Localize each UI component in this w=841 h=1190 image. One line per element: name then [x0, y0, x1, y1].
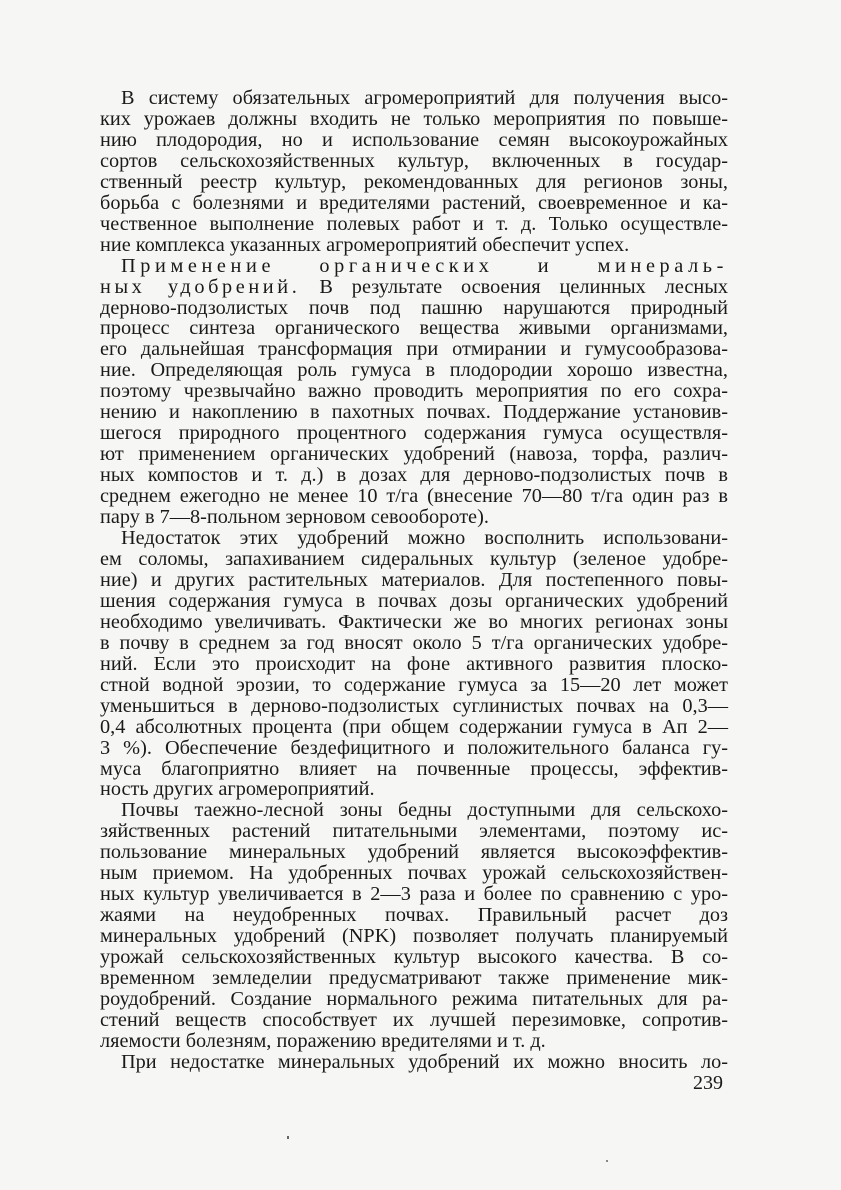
paragraph-4 — [100, 800, 728, 1051]
text-line: нению и накоплению в пахотных почвах. Поддержание установив- — [100, 401, 728, 424]
text-line: сортов сельскохозяйственных культур, включенных в государ- — [100, 149, 728, 172]
scan-speck — [287, 1136, 289, 1139]
text-line: ных культур увеличивается в 2—3 раза и более по сравнению с уро- — [100, 883, 728, 906]
text-line: минеральных удобрений (NPK) позволяет получать планируемый — [100, 925, 728, 948]
text-line: временном земледелии предусматривают также применение мик- — [100, 967, 728, 990]
text-line: урожай сельскохозяйственных культур высокого качества. В со- — [100, 946, 728, 969]
text-line: ние комплекса указанных агромероприятий обеспечит успех. — [100, 233, 630, 256]
text-line: ным приемом. На удобренных почвах урожай сельскохозяйствен- — [100, 862, 728, 885]
text-line: 0,4 абсолютных процента (при общем содержании гумуса в Aп 2— — [100, 715, 728, 738]
text-line: При недостатке минеральных удобрений их можно вносить ло- — [121, 1050, 728, 1073]
paragraph-2 — [100, 256, 728, 528]
text-line: дерново-подзолистых почв под пашню нарушаются природный — [100, 296, 728, 319]
text-line: в почву в среднем за год вносят около 5 т/га органических удобре- — [100, 631, 728, 654]
text-line: роудобрений. Создание нормального режима питательных для ра- — [100, 987, 728, 1010]
text-line: уменьшиться в дерново-подзолистых суглинистых почвах на 0,3— — [100, 694, 728, 717]
section-heading-continued: ных удобрений. — [100, 275, 301, 298]
text-line: его дальнейшая трансформация при отмирании и гумусообразова- — [100, 338, 728, 361]
text-line: пользование минеральных удобрений является высокоэффектив- — [100, 841, 728, 864]
text-line: ние) и других растительных материалов. Для постепенного повы- — [100, 568, 728, 591]
text-line: ние. Определяющая роль гумуса в плодородии хорошо известна, — [100, 359, 728, 382]
text-line: среднем ежегодно не менее 10 т/га (внесение 70—80 т/га один раз в — [100, 485, 728, 508]
text-line: 3 %). Обеспечение бездефицитного и положительного баланса гу- — [100, 736, 728, 759]
text-line: В систему обязательных агромероприятий для получения высо- — [121, 87, 728, 109]
paragraph-3 — [100, 528, 728, 800]
scan-speck — [606, 1160, 608, 1162]
text-line: борьба с болезнями и вредителями растений, своевременное и ка- — [100, 191, 728, 214]
text-line: процесс синтеза органического вещества живыми организмами, — [100, 317, 728, 340]
text-line: зяйственных растений питательными элементами, поэтому ис- — [100, 820, 728, 843]
text-line: поэтому чрезвычайно важно проводить мероприятия по его сохра- — [100, 380, 728, 403]
text-line: ний. Если это происходит на фоне активного развития плоско- — [100, 652, 728, 675]
paragraph-5 — [100, 1052, 728, 1073]
text-line: жаями на неудобренных почвах. Правильный расчет доз — [100, 904, 728, 927]
text-line: шения содержания гумуса в почвах дозы органических удобрений — [100, 589, 728, 612]
text-line: ких урожаев должны входить не только мероприятия по повыше- — [100, 107, 728, 130]
text-line: ем соломы, запахиванием сидеральных культур (зеленое удобре- — [100, 547, 728, 570]
text-line: ют применением органических удобрений (навоза, торфа, различ- — [100, 443, 728, 466]
paragraph-1 — [100, 88, 728, 256]
text-line: чественное выполнение полевых работ и т. д. Только осуществле- — [100, 212, 728, 235]
text-line: муса благоприятно влияет на почвенные процессы, эффектив- — [100, 757, 728, 780]
text-line: ляемости болезням, поражению вредителями и т. д. — [100, 1029, 546, 1052]
text-line: Недостаток этих удобрений можно восполнить использовани- — [121, 527, 728, 550]
page-number: 239 — [693, 1072, 723, 1094]
text-line: ственный реестр культур, рекомендованных для регионов зоны, — [100, 170, 728, 193]
text-line: шегося природного процентного содержания гумуса осуществля- — [100, 422, 728, 445]
text-fragment: В результате освоения целинных лесных — [300, 275, 728, 298]
text-line: нию плодородия, но и использование семян высокоурожайных — [100, 128, 728, 151]
text-line — [100, 277, 728, 298]
text-line: необходимо увеличивать. Фактически же во многих регионах зоны — [100, 610, 728, 633]
text-line: ность других агромероприятий. — [100, 778, 375, 801]
text-line: Почвы таежно-лесной зоны бедны доступными для сельскохо- — [121, 799, 728, 822]
section-heading: Применение органических и минераль- — [121, 254, 728, 277]
text-line: пару в 7—8-польном зерновом севообороте). — [100, 506, 489, 529]
page-body — [100, 88, 728, 1073]
text-line: стной водной эрозии, то содержание гумуса за 15—20 лет может — [100, 673, 728, 696]
text-line: стений веществ способствует их лучшей перезимовке, сопротив- — [100, 1008, 728, 1031]
text-line: ных компостов и т. д.) в дозах для дерново-подзолистых почв в — [100, 464, 728, 487]
